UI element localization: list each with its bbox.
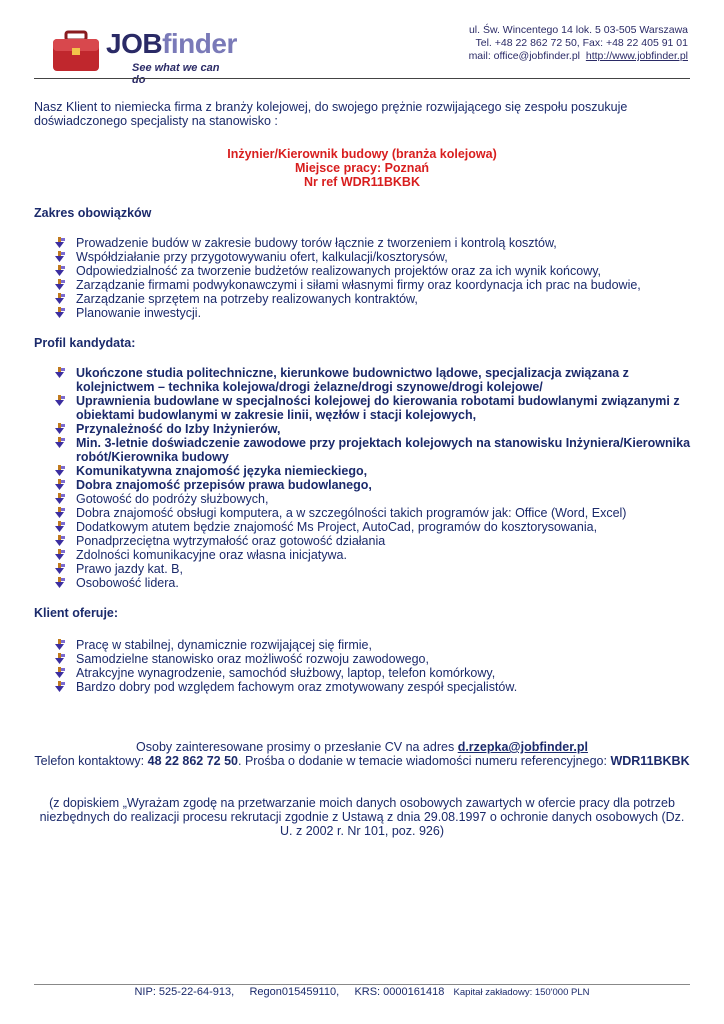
arrow-bullet-icon: [54, 437, 66, 449]
arrow-bullet-icon: [54, 237, 66, 249]
apply-email-link[interactable]: d.rzepka@jobfinder.pl: [457, 740, 588, 754]
list-item: [54, 562, 694, 576]
list-item: [54, 492, 694, 506]
intro-text: Nasz Klient to niemiecka firma z branży kolejowej, do swojego prężnie rozwijającego się zespołu poszukuje doświadczonego specjalisty na stanowisko :: [34, 100, 628, 128]
list-item-text: Dobra znajomość przepisów prawa budowlanego,: [76, 478, 372, 492]
consent-text: (z dopiskiem „Wyrażam zgodę na przetwarzanie moich danych osobowych zawartych w ofercie pracy dla potrzeb niezbędnych do realizacji procesu rekrutacji zgodnie z Ustawą z dnia 29.08.1997 o ochronie danych osobowych (Dz. U. z 2002 r. Nr 101, poz. 926): [39, 796, 685, 838]
list-item: [54, 652, 694, 666]
brand-tagline: See what we can do: [132, 62, 220, 86]
arrow-bullet-icon: [54, 577, 66, 589]
list-item-text: Planowanie inwestycji.: [76, 306, 202, 320]
profile-heading: Profil kandydata:: [34, 336, 136, 350]
phone-label: Telefon kontaktowy:: [34, 754, 148, 768]
list-item: [54, 576, 694, 590]
list-item: [54, 436, 694, 464]
arrow-bullet-icon: [54, 395, 66, 407]
list-item-text: Ponadprzeciętna wytrzymałość oraz gotowość działania: [76, 534, 386, 548]
arrow-bullet-icon: [54, 251, 66, 263]
contact-block: [469, 24, 688, 63]
arrow-bullet-icon: [54, 639, 66, 651]
list-item-text: Zdolności komunikacyjne oraz własna inicjatywa.: [76, 548, 347, 562]
arrow-bullet-icon: [54, 367, 66, 379]
list-item-text: Dobra znajomość obsługi komputera, a w szczególności takich programów jak: Office (Word, Excel): [76, 506, 627, 520]
list-item-text: Ukończone studia politechniczne, kierunkowe budownictwo lądowe, specjalizacja związana z kolejnictwem – technika kolejowa/drogi żelazne/drogi szynowe/drogi kolejowe/: [76, 366, 629, 394]
arrow-bullet-icon: [54, 479, 66, 491]
offer-heading: Klient oferuje:: [34, 606, 119, 620]
list-item: [54, 394, 694, 422]
arrow-bullet-icon: [54, 549, 66, 561]
arrow-bullet-icon: [54, 465, 66, 477]
position-location: Miejsce pracy: Poznań: [294, 161, 430, 175]
ref-number: WDR11BKBK: [610, 754, 690, 768]
arrow-bullet-icon: [54, 307, 66, 319]
list-item-text: Odpowiedzialność za tworzenie budżetów realizowanych projektów oraz za ich wynik końcowy,: [76, 264, 602, 278]
list-item-text: Min. 3-letnie doświadczenie zawodowe przy projektach kolejowych na stanowisku Inżyniera/Kierownika robót/Kierownika budowy: [76, 436, 691, 464]
list-item-text: Bardzo dobry pod względem fachowym oraz zmotywowany zespół specjalistów.: [76, 680, 518, 694]
footer-divider: [34, 984, 690, 985]
arrow-bullet-icon: [54, 493, 66, 505]
list-item: [54, 638, 694, 652]
list-item: [54, 680, 694, 694]
position-ref: Nr ref WDR11BKBK: [304, 175, 420, 189]
position-block: [34, 147, 690, 189]
list-item: [54, 306, 694, 320]
list-item: [54, 666, 694, 680]
list-item-text: Gotowość do podróży służbowych,: [76, 492, 269, 506]
footer-capital: Kapitał zakładowy: 150'000 PLN: [453, 987, 590, 998]
list-item: [54, 422, 694, 436]
arrow-bullet-icon: [54, 279, 66, 291]
mail: mail: office@jobfinder.pl: [468, 50, 581, 62]
list-item-text: Samodzielne stanowisko oraz możliwość rozwoju zawodowego,: [76, 652, 429, 666]
company-logo: [52, 26, 237, 86]
arrow-bullet-icon: [54, 535, 66, 547]
profile-list: [54, 366, 694, 590]
list-item-text: Zarządzanie firmami podwykonawczymi i siłami własnymi firmy oraz koordynacja ich prac na budowie,: [76, 278, 641, 292]
arrow-bullet-icon: [54, 667, 66, 679]
list-item-text: Prawo jazdy kat. B,: [76, 562, 183, 576]
list-item-text: Przynależność do Izby Inżynierów,: [76, 422, 281, 436]
mail-website: [469, 50, 688, 63]
list-item: [54, 278, 694, 292]
list-item-text: Współdziałanie przy przygotowywaniu ofert, kalkulacji/kosztorysów,: [76, 250, 448, 264]
list-item-text: Uprawnienia budowlane w specjalności kolejowej do kierowania robotami budowlanymi związanymi z obiektami budowlanymi w zakresie linii, węzłów i stacji kolejowych,: [76, 394, 680, 422]
briefcase-icon: [52, 30, 100, 72]
phone-number: 48 22 862 72 50: [147, 754, 239, 768]
list-item-text: Atrakcyjne wynagrodzenie, samochód służbowy, laptop, telefon komórkowy,: [76, 666, 496, 680]
list-item: [54, 478, 694, 492]
list-item: [54, 292, 694, 306]
list-item: [54, 548, 694, 562]
apply-line-1: [34, 740, 690, 754]
apply-line-2: [34, 754, 690, 768]
offer-list: [54, 638, 694, 694]
list-item: [54, 534, 694, 548]
footer-krs: KRS: 0000161418: [354, 986, 445, 998]
position-title: Inżynier/Kierownik budowy (branża kolejowa): [227, 147, 497, 161]
address: ul. Św. Wincentego 14 lok. 5 03-505 Warszawa: [468, 24, 688, 36]
list-item-text: Dodatkowym atutem będzie znajomość Ms Project, AutoCad, programów do kosztorysowania,: [76, 520, 598, 534]
arrow-bullet-icon: [54, 563, 66, 575]
apply-text: Osoby zainteresowane prosimy o przesłanie CV na adres: [136, 740, 458, 754]
list-item-text: Pracę w stabilnej, dynamicznie rozwijającej się firmie,: [76, 638, 372, 652]
phone-fax: Tel. +48 22 862 72 50, Fax: +48 22 405 91 01: [475, 37, 688, 49]
duties-list: [54, 236, 694, 320]
footer-regon: Regon015459110,: [249, 986, 340, 998]
footer: [34, 986, 690, 998]
list-item: [54, 464, 694, 478]
list-item: [54, 264, 694, 278]
arrow-bullet-icon: [54, 653, 66, 665]
brand-name: JOBfinder: [106, 28, 237, 59]
arrow-bullet-icon: [54, 265, 66, 277]
list-item-text: Osobowość lidera.: [76, 576, 179, 590]
list-item: [54, 506, 694, 520]
arrow-bullet-icon: [54, 521, 66, 533]
list-item-text: Prowadzenie budów w zakresie budowy torów łącznie z tworzeniem i kontrolą kosztów,: [76, 236, 557, 250]
apply-block: [34, 740, 690, 768]
arrow-bullet-icon: [54, 293, 66, 305]
arrow-bullet-icon: [54, 423, 66, 435]
list-item: [54, 366, 694, 394]
header-divider: [34, 78, 690, 79]
arrow-bullet-icon: [54, 507, 66, 519]
list-item-text: Zarządzanie sprzętem na potrzeby realizowanych kontraktów,: [76, 292, 418, 306]
list-item: [54, 520, 694, 534]
footer-nip: NIP: 525-22-64-913,: [134, 986, 235, 998]
list-item: [54, 250, 694, 264]
duties-heading: Zakres obowiązków: [34, 206, 152, 220]
website-link[interactable]: http://www.jobfinder.pl: [585, 50, 688, 62]
ref-request-text: . Prośba o dodanie w temacie wiadomości numeru referencyjnego:: [238, 754, 611, 768]
list-item: [54, 236, 694, 250]
list-item-text: Komunikatywna znajomość języka niemieckiego,: [76, 464, 368, 478]
arrow-bullet-icon: [54, 681, 66, 693]
